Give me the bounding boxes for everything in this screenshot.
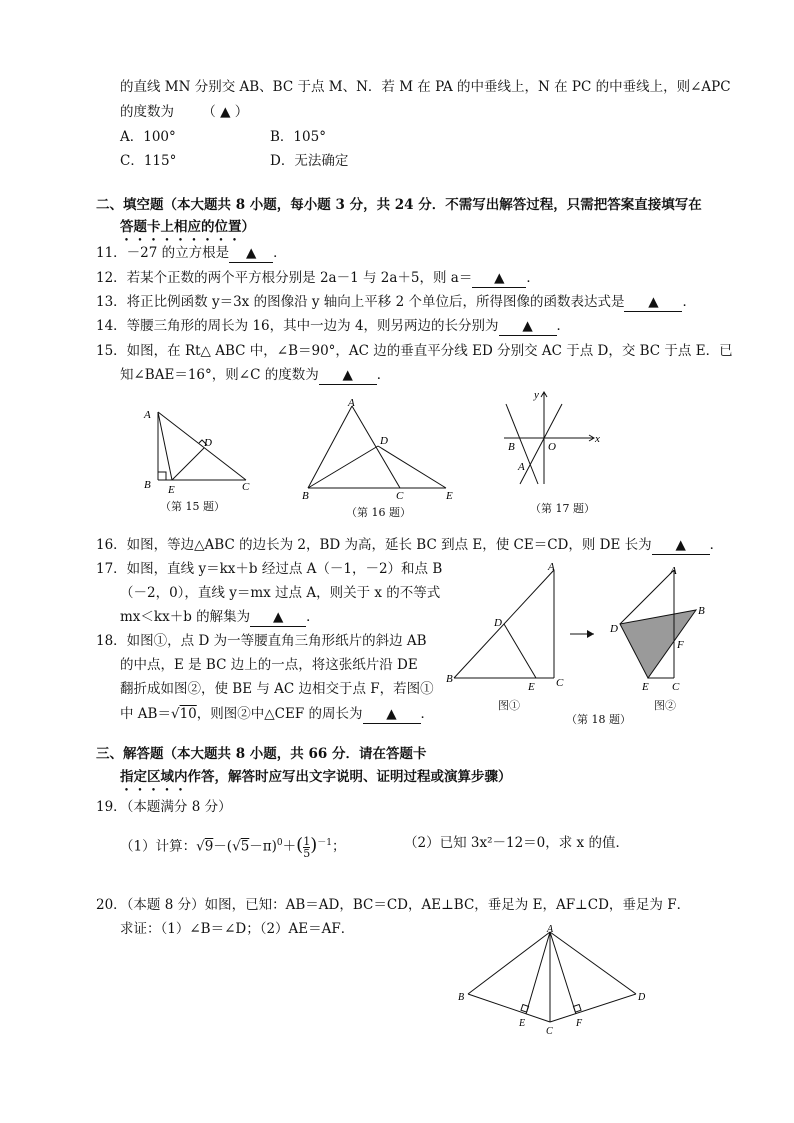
caption-16: （第 16 题） — [346, 506, 411, 519]
label-D2: D — [610, 623, 618, 635]
label-C: C — [546, 1026, 553, 1037]
caption-17: （第 17 题） — [530, 502, 595, 515]
q18-line3: 翻折成如图②，使 BE 与 AC 边相交于点 F，若图① — [120, 681, 434, 697]
label-A: A — [518, 461, 525, 473]
label-B: B — [458, 992, 465, 1003]
q19-part2: （2）已知 3x²－12＝0，求 x 的值． — [404, 835, 629, 851]
label-C: C — [242, 481, 250, 493]
q18-line4: 中 AB＝√10，则图②中△CEF 的周长为 ▲ ． — [120, 706, 434, 722]
figure-16 — [296, 396, 466, 500]
caption-15: （第 15 题） — [160, 500, 225, 513]
label-B: B — [302, 490, 309, 502]
q18-line1: 18．如图①，点 D 为一等腰直角三角形纸片的斜边 AB — [96, 633, 427, 649]
label-A: A — [548, 561, 555, 573]
label-E: E — [519, 1018, 526, 1029]
q18-line2: 的中点，E 是 BC 边上的一点，将这张纸片沿 DE — [120, 657, 418, 673]
q15-line2: 知∠BAE＝16°，则∠C 的度数为 ▲ ． — [120, 367, 391, 383]
q10-opt-c: C．115° — [120, 153, 177, 169]
fig18-caption-2: 图② — [654, 699, 676, 712]
section2-heading: 二、填空题（本大题共 8 小题，每小题 3 分，共 24 分．不需写出解答过程，只需把答案直接填写在 — [96, 197, 702, 213]
label-C2: C — [672, 681, 680, 693]
answer-marker: （ ▲ ） — [202, 104, 249, 120]
label-D: D — [638, 992, 646, 1003]
axis-x-label: x — [595, 433, 600, 445]
q19-part1: （1）计算：$√9-(√5-\pi)^0+$( $\frac{1}{5}$ )$^{-1}$； — [120, 834, 346, 860]
label-C: C — [396, 490, 404, 502]
q10-line2 — [120, 103, 248, 121]
q20-line2: 求证：（1）∠B＝∠D；（2）AE＝AF． — [120, 921, 355, 937]
q17-line2: （－2，0），直线 y＝mx 过点 A，则关于 x 的不等式 — [120, 585, 441, 601]
label-E: E — [168, 484, 175, 496]
label-F: F — [576, 1018, 583, 1029]
q10-opt-b: B．105° — [270, 129, 326, 145]
label-D: D — [494, 617, 502, 629]
caption-18: （第 18 题） — [566, 713, 631, 726]
section3-heading: 三、解答题（本大题共 8 小题，共 66 分．请在答题卡 — [96, 746, 427, 762]
q10-opt-a: A．100° — [120, 129, 176, 145]
q20-line1: 20．（本题 8 分）如图，已知：AB＝AD，BC＝CD，AE⊥BC，垂足为 E，AF⊥CD，垂足为 F． — [96, 897, 691, 913]
q10-stem-end: 的度数为 — [120, 104, 174, 120]
label-B: B — [446, 673, 453, 685]
figure-17 — [498, 384, 606, 492]
label-E: E — [528, 681, 535, 693]
label-A: A — [144, 409, 151, 421]
q10-line1: 的直线 MN 分别交 AB、BC 于点 M、N．若 M 在 PA 的中垂线上，N 在 PC 的中垂线上，则∠APC — [120, 79, 731, 95]
figure-20 — [452, 922, 652, 1042]
label-B: B — [144, 479, 151, 491]
q17-line1: 17．如图，直线 y＝kx＋b 经过点 A（－1，－2）和点 B — [96, 561, 443, 577]
label-A: A — [348, 397, 355, 409]
label-E2: E — [642, 681, 649, 693]
q16: 16．如图，等边△ABC 的边长为 2，BD 为高，延长 BC 到点 E，使 CE＝CD，则 DE 长为 ▲ ． — [96, 537, 724, 553]
fig18-caption-1: 图① — [498, 699, 520, 712]
label-B: B — [508, 441, 515, 453]
label-A2: A — [670, 565, 677, 577]
figure-15 — [138, 402, 258, 494]
label-C: C — [556, 677, 564, 689]
q13: 13．将正比例函数 y＝3x 的图像沿 y 轴向上平移 2 个单位后，所得图像的函数表达式是 ▲ ． — [96, 294, 696, 310]
figure-18 — [444, 560, 704, 700]
q11: 11．－27 的立方根是 ▲ ． — [96, 245, 287, 261]
label-F2: F — [677, 639, 684, 651]
q15-line1: 15．如图，在 Rt△ ABC 中，∠B＝90°，AC 边的垂直平分线 ED 分别交 AC 于点 D，交 BC 于点 E．已 — [96, 343, 733, 359]
label-E: E — [446, 490, 453, 502]
label-D: D — [380, 435, 388, 447]
label-D: D — [204, 437, 212, 449]
section3-heading-2: 指定区域内作答，解答时应写出文字说明、证明过程或演算步骤） — [120, 769, 512, 785]
q12: 12．若某个正数的两个平方根分别是 2a－1 与 2a＋5，则 a＝ ▲ ． — [96, 270, 540, 286]
axis-y-label: y — [534, 389, 539, 401]
section2-heading-2: 答题卡上相应的位置） — [120, 219, 255, 235]
label-O: O — [548, 441, 556, 453]
label-A: A — [547, 924, 554, 935]
q10-opt-d: D．无法确定 — [270, 153, 349, 169]
label-B2: B — [698, 605, 705, 617]
q19-title: 19．（本题满分 8 分） — [96, 799, 232, 815]
q17-line3: mx＜kx＋b 的解集为 ▲ ． — [120, 609, 320, 625]
q14: 14．等腰三角形的周长为 16，其中一边为 4，则另两边的长分别为 ▲ ． — [96, 318, 571, 334]
